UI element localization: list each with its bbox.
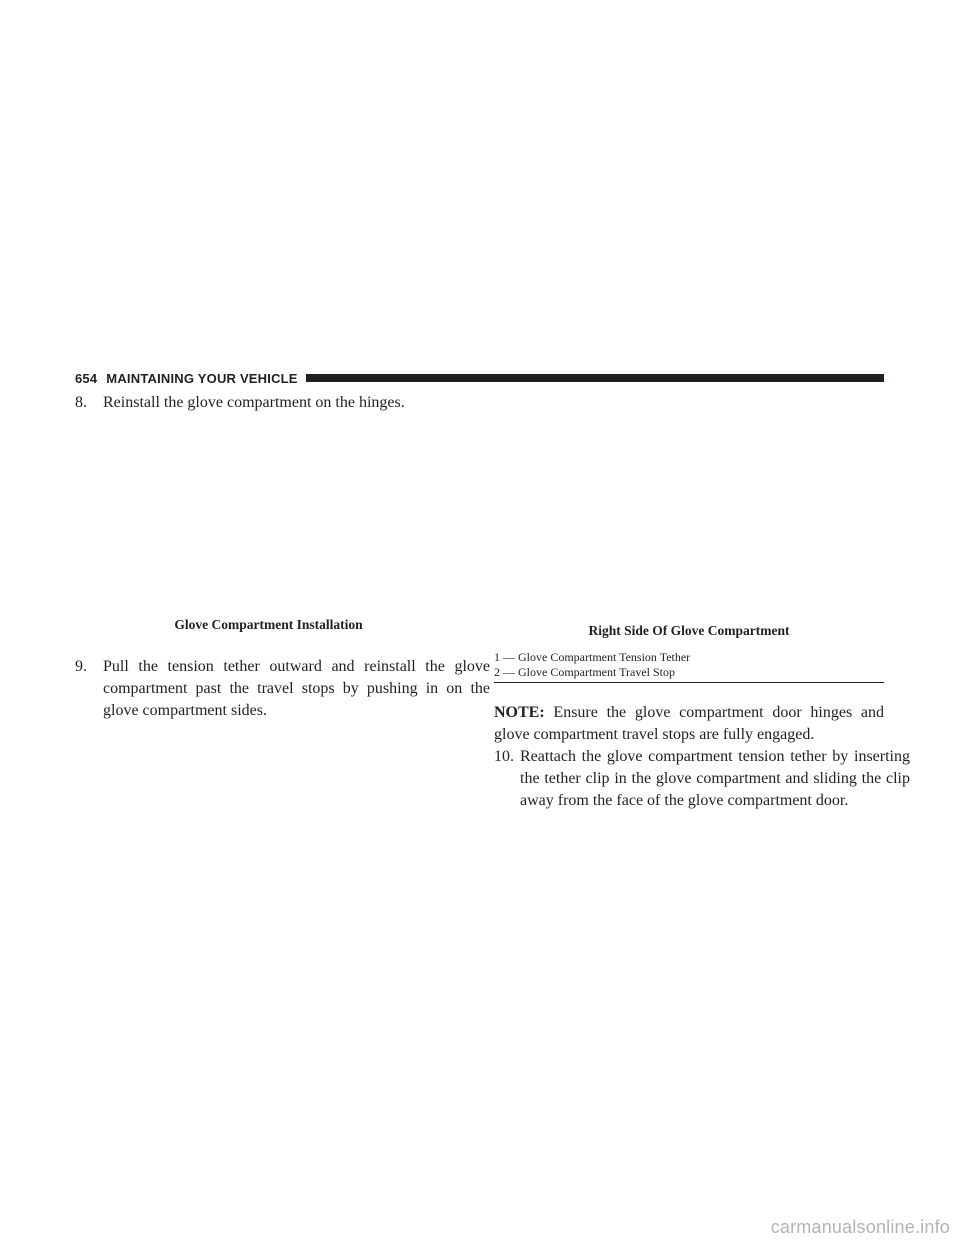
- page-header: [75, 367, 884, 389]
- step-9-text: Pull the tension tether outward and reinstall the glove compartment past the travel stops by pushing in on the glove compartment sides.: [103, 658, 490, 719]
- step-9-number: 9.: [75, 658, 87, 675]
- note-text: Ensure the glove compartment door hinges and glove compartment travel stops are fully engaged.: [494, 704, 885, 743]
- right-side-glove-compartment-figure: [494, 420, 884, 615]
- page-number: 654: [75, 370, 98, 386]
- watermark: carmanualsonline.info: [770, 1217, 950, 1237]
- step-8-text: Reinstall the glove compartment on the hinges.: [103, 394, 405, 411]
- header-rule: [306, 374, 884, 382]
- note-label: NOTE:: [494, 704, 545, 721]
- figure-caption-right-side: Right Side Of Glove Compartment: [588, 623, 790, 638]
- glove-compartment-installation-figure: [75, 420, 462, 615]
- step-10: [494, 746, 910, 812]
- step-9: [75, 656, 490, 722]
- step-10-text: Reattach the glove compartment tension tether by inserting the tether clip in the glove compartment and sliding the clip away from the face of the glove compartment door.: [520, 748, 910, 809]
- figure-caption-installation: Glove Compartment Installation: [174, 617, 363, 632]
- note: [494, 702, 884, 746]
- legend-item: 1 — Glove Compartment Tension Tether: [494, 650, 691, 664]
- section-title: MAINTAINING YOUR VEHICLE: [106, 370, 298, 386]
- figure-legend: [494, 650, 884, 683]
- step-10-number: 10.: [494, 748, 514, 765]
- step-8: [75, 392, 523, 414]
- step-8-number: 8.: [75, 394, 87, 411]
- legend-item: 2 — Glove Compartment Travel Stop: [494, 665, 675, 679]
